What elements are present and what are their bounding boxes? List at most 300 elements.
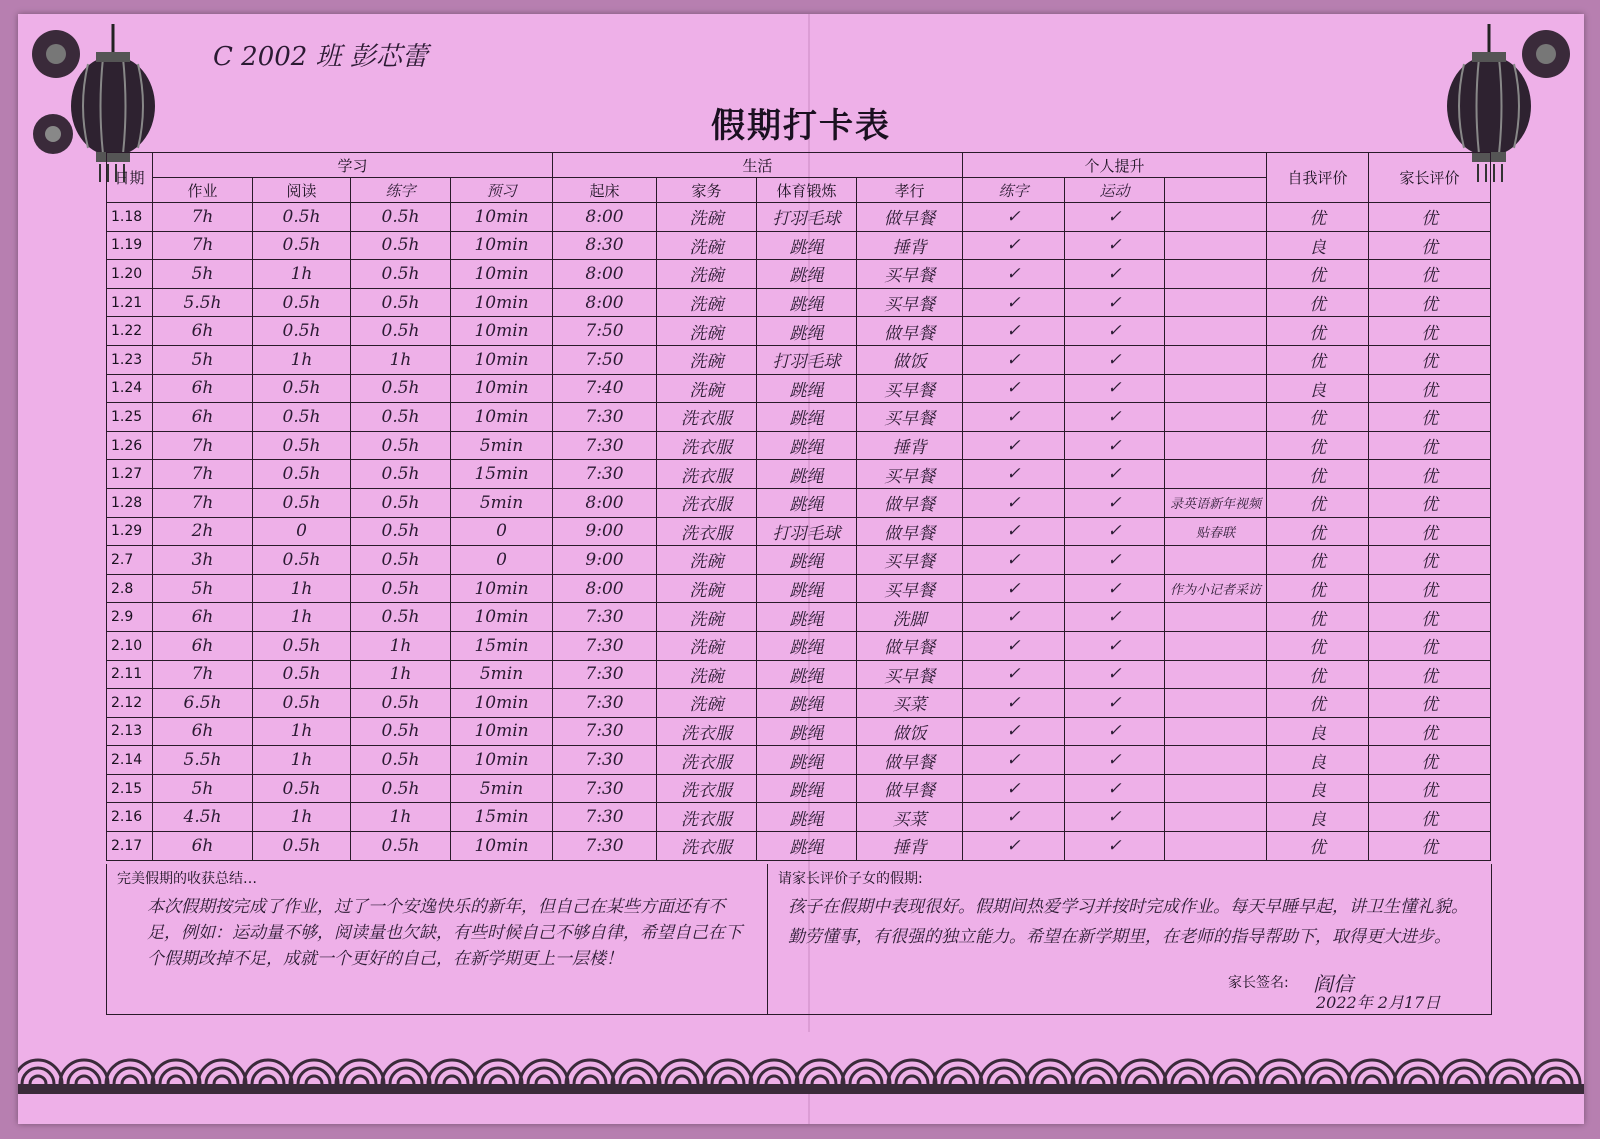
cell-self-eval: 优 xyxy=(1267,203,1369,232)
cell-exercise: 跳绳 xyxy=(757,317,857,346)
cell-p-writing: ✓ xyxy=(963,746,1065,775)
cell-writing: 0.5h xyxy=(351,203,451,232)
cell-writing: 0.5h xyxy=(351,431,451,460)
cell-self-eval: 优 xyxy=(1267,660,1369,689)
cell-exercise: 跳绳 xyxy=(757,260,857,289)
cell-self-eval: 良 xyxy=(1267,717,1369,746)
cell-p-sport: ✓ xyxy=(1065,374,1165,403)
header-personal-sport: 运动 xyxy=(1065,178,1165,203)
cell-date: 1.28 xyxy=(107,488,153,517)
cell-wake: 7:30 xyxy=(553,832,657,861)
cell-date: 2.7 xyxy=(107,546,153,575)
cell-reading: 0.5h xyxy=(253,203,351,232)
cell-exercise: 跳绳 xyxy=(757,631,857,660)
cell-reading: 1h xyxy=(253,746,351,775)
cell-p-extra: 贴春联 xyxy=(1165,517,1267,546)
table-row xyxy=(107,374,1491,403)
cell-p-sport: ✓ xyxy=(1065,546,1165,575)
cell-p-writing: ✓ xyxy=(963,832,1065,861)
cell-reading: 0.5h xyxy=(253,460,351,489)
cell-date: 2.15 xyxy=(107,774,153,803)
cell-homework: 5h xyxy=(153,345,253,374)
cell-preview: 0 xyxy=(451,546,553,575)
cell-p-extra xyxy=(1165,403,1267,432)
cell-preview: 10min xyxy=(451,746,553,775)
cell-p-extra xyxy=(1165,832,1267,861)
cell-p-writing: ✓ xyxy=(963,803,1065,832)
sign-label: 家长签名: xyxy=(1228,975,1289,991)
cell-homework: 7h xyxy=(153,488,253,517)
cell-exercise: 跳绳 xyxy=(757,603,857,632)
header-preview: 预习 xyxy=(451,178,553,203)
cell-p-sport: ✓ xyxy=(1065,460,1165,489)
cell-date: 2.11 xyxy=(107,660,153,689)
cell-date: 1.20 xyxy=(107,260,153,289)
cell-filial: 做早餐 xyxy=(857,746,963,775)
cell-preview: 15min xyxy=(451,803,553,832)
cell-chores: 洗衣服 xyxy=(657,832,757,861)
cell-exercise: 跳绳 xyxy=(757,403,857,432)
cell-preview: 5min xyxy=(451,660,553,689)
cell-reading: 0.5h xyxy=(253,374,351,403)
cell-wake: 7:30 xyxy=(553,403,657,432)
cell-wake: 7:30 xyxy=(553,746,657,775)
cell-p-writing: ✓ xyxy=(963,546,1065,575)
cell-preview: 15min xyxy=(451,631,553,660)
cell-parent-eval: 优 xyxy=(1369,603,1491,632)
cell-filial: 买早餐 xyxy=(857,260,963,289)
cell-reading: 0.5h xyxy=(253,317,351,346)
header-exercise: 体育锻炼 xyxy=(757,178,857,203)
cell-homework: 7h xyxy=(153,660,253,689)
cell-p-writing: ✓ xyxy=(963,574,1065,603)
table-row xyxy=(107,403,1491,432)
cell-preview: 0 xyxy=(451,517,553,546)
cell-homework: 4.5h xyxy=(153,803,253,832)
cell-p-sport: ✓ xyxy=(1065,431,1165,460)
cell-chores: 洗碗 xyxy=(657,374,757,403)
cell-chores: 洗碗 xyxy=(657,345,757,374)
cell-parent-eval: 优 xyxy=(1369,803,1491,832)
summary-section xyxy=(107,864,768,1014)
cell-writing: 1h xyxy=(351,345,451,374)
cell-wake: 8:00 xyxy=(553,488,657,517)
cell-writing: 0.5h xyxy=(351,231,451,260)
cell-filial: 做早餐 xyxy=(857,517,963,546)
table-row xyxy=(107,746,1491,775)
cell-exercise: 跳绳 xyxy=(757,288,857,317)
cell-writing: 0.5h xyxy=(351,746,451,775)
cell-date: 2.17 xyxy=(107,832,153,861)
cell-parent-eval: 优 xyxy=(1369,460,1491,489)
cell-p-writing: ✓ xyxy=(963,345,1065,374)
cell-self-eval: 优 xyxy=(1267,517,1369,546)
cell-reading: 1h xyxy=(253,803,351,832)
header-self-eval: 自我评价 xyxy=(1267,153,1369,203)
cell-homework: 5h xyxy=(153,774,253,803)
cell-self-eval: 良 xyxy=(1267,746,1369,775)
cell-preview: 10min xyxy=(451,717,553,746)
cell-filial: 做早餐 xyxy=(857,317,963,346)
cell-parent-eval: 优 xyxy=(1369,660,1491,689)
cell-homework: 6h xyxy=(153,317,253,346)
cell-p-extra: 录英语新年视频 xyxy=(1165,488,1267,517)
cell-parent-eval: 优 xyxy=(1369,403,1491,432)
cell-date: 2.9 xyxy=(107,603,153,632)
cell-p-extra xyxy=(1165,746,1267,775)
table-row xyxy=(107,431,1491,460)
table-row xyxy=(107,689,1491,718)
cell-exercise: 跳绳 xyxy=(757,660,857,689)
cell-p-writing: ✓ xyxy=(963,689,1065,718)
cell-writing: 1h xyxy=(351,803,451,832)
cell-writing: 0.5h xyxy=(351,374,451,403)
table-row xyxy=(107,603,1491,632)
cell-exercise: 跳绳 xyxy=(757,231,857,260)
cell-wake: 7:50 xyxy=(553,345,657,374)
cell-chores: 洗碗 xyxy=(657,689,757,718)
cell-date: 1.25 xyxy=(107,403,153,432)
cell-p-sport: ✓ xyxy=(1065,746,1165,775)
parent-section xyxy=(768,864,1491,1014)
group-study: 学习 xyxy=(153,153,553,178)
cell-p-sport: ✓ xyxy=(1065,231,1165,260)
cell-p-extra xyxy=(1165,431,1267,460)
cell-preview: 10min xyxy=(451,603,553,632)
cell-reading: 0.5h xyxy=(253,774,351,803)
cell-p-extra xyxy=(1165,603,1267,632)
cell-homework: 7h xyxy=(153,431,253,460)
table-row xyxy=(107,260,1491,289)
cell-filial: 买菜 xyxy=(857,689,963,718)
table-row xyxy=(107,317,1491,346)
cell-homework: 6h xyxy=(153,374,253,403)
cell-preview: 5min xyxy=(451,431,553,460)
cell-reading: 0.5h xyxy=(253,660,351,689)
cell-writing: 0.5h xyxy=(351,603,451,632)
cell-p-writing: ✓ xyxy=(963,717,1065,746)
cell-date: 2.8 xyxy=(107,574,153,603)
cell-wake: 8:00 xyxy=(553,203,657,232)
cell-self-eval: 优 xyxy=(1267,431,1369,460)
cell-p-writing: ✓ xyxy=(963,288,1065,317)
cell-date: 2.13 xyxy=(107,717,153,746)
header-parent-eval: 家长评价 xyxy=(1369,153,1491,203)
header-chores: 家务 xyxy=(657,178,757,203)
cell-parent-eval: 优 xyxy=(1369,746,1491,775)
cell-p-sport: ✓ xyxy=(1065,803,1165,832)
cell-filial: 买早餐 xyxy=(857,574,963,603)
cell-wake: 7:30 xyxy=(553,717,657,746)
cell-homework: 6h xyxy=(153,603,253,632)
cell-exercise: 打羽毛球 xyxy=(757,203,857,232)
header-date: 日期 xyxy=(107,153,153,203)
cell-p-writing: ✓ xyxy=(963,203,1065,232)
cell-p-extra: 作为小记者采访 xyxy=(1165,574,1267,603)
cell-chores: 洗碗 xyxy=(657,660,757,689)
cell-chores: 洗碗 xyxy=(657,231,757,260)
cell-date: 1.29 xyxy=(107,517,153,546)
header-filial: 孝行 xyxy=(857,178,963,203)
cell-preview: 10min xyxy=(451,689,553,718)
cell-exercise: 跳绳 xyxy=(757,803,857,832)
cell-filial: 做早餐 xyxy=(857,631,963,660)
cell-date: 2.16 xyxy=(107,803,153,832)
table-row xyxy=(107,488,1491,517)
summary-label: 完美假期的收获总结… xyxy=(117,871,257,887)
cell-writing: 0.5h xyxy=(351,317,451,346)
cell-p-sport: ✓ xyxy=(1065,660,1165,689)
table-row xyxy=(107,774,1491,803)
cell-parent-eval: 优 xyxy=(1369,345,1491,374)
cell-p-sport: ✓ xyxy=(1065,574,1165,603)
header-writing: 练字 xyxy=(351,178,451,203)
cell-p-writing: ✓ xyxy=(963,431,1065,460)
cell-filial: 买菜 xyxy=(857,803,963,832)
summary-text: 本次假期按完成了作业，过了一个安逸快乐的新年，但自己在某些方面还有不足，例如：运动量不够，阅读量也欠缺，有些时候自己不够自律，希望自己在下个假期改掉不足，成就一个更好的自己，在新学期更上一层楼！ xyxy=(147,897,742,969)
cell-self-eval: 优 xyxy=(1267,288,1369,317)
cell-parent-eval: 优 xyxy=(1369,717,1491,746)
cell-self-eval: 优 xyxy=(1267,574,1369,603)
cell-writing: 1h xyxy=(351,631,451,660)
cell-homework: 5h xyxy=(153,260,253,289)
cell-p-writing: ✓ xyxy=(963,374,1065,403)
cell-self-eval: 良 xyxy=(1267,231,1369,260)
cell-preview: 10min xyxy=(451,288,553,317)
cell-homework: 7h xyxy=(153,203,253,232)
cell-p-writing: ✓ xyxy=(963,317,1065,346)
cell-homework: 7h xyxy=(153,460,253,489)
cell-homework: 5.5h xyxy=(153,288,253,317)
table-row xyxy=(107,631,1491,660)
cell-writing: 0.5h xyxy=(351,288,451,317)
cell-writing: 0.5h xyxy=(351,488,451,517)
cell-p-extra xyxy=(1165,660,1267,689)
cell-homework: 6.5h xyxy=(153,689,253,718)
cell-p-sport: ✓ xyxy=(1065,832,1165,861)
cell-self-eval: 优 xyxy=(1267,403,1369,432)
cell-chores: 洗衣服 xyxy=(657,774,757,803)
table-row xyxy=(107,803,1491,832)
cell-self-eval: 优 xyxy=(1267,488,1369,517)
cell-p-sport: ✓ xyxy=(1065,345,1165,374)
header-personal-writing: 练字 xyxy=(963,178,1065,203)
cell-chores: 洗衣服 xyxy=(657,517,757,546)
cell-p-extra xyxy=(1165,288,1267,317)
cell-wake: 7:30 xyxy=(553,603,657,632)
cell-reading: 1h xyxy=(253,603,351,632)
cell-parent-eval: 优 xyxy=(1369,774,1491,803)
cell-p-extra xyxy=(1165,631,1267,660)
cell-self-eval: 优 xyxy=(1267,689,1369,718)
cell-preview: 5min xyxy=(451,488,553,517)
cell-preview: 10min xyxy=(451,345,553,374)
cell-p-extra xyxy=(1165,317,1267,346)
cell-preview: 10min xyxy=(451,231,553,260)
cell-wake: 9:00 xyxy=(553,517,657,546)
table-row xyxy=(107,288,1491,317)
group-life: 生活 xyxy=(553,153,963,178)
cell-wake: 8:00 xyxy=(553,574,657,603)
cell-p-extra xyxy=(1165,231,1267,260)
cell-reading: 0.5h xyxy=(253,832,351,861)
comments-section xyxy=(106,864,1492,1015)
cell-self-eval: 优 xyxy=(1267,317,1369,346)
table-row xyxy=(107,832,1491,861)
cell-p-sport: ✓ xyxy=(1065,717,1165,746)
cell-writing: 0.5h xyxy=(351,689,451,718)
cell-filial: 买早餐 xyxy=(857,403,963,432)
cell-writing: 0.5h xyxy=(351,546,451,575)
cell-self-eval: 优 xyxy=(1267,546,1369,575)
cell-reading: 1h xyxy=(253,345,351,374)
cell-p-extra xyxy=(1165,717,1267,746)
cell-homework: 6h xyxy=(153,403,253,432)
cell-reading: 0.5h xyxy=(253,288,351,317)
cell-date: 1.26 xyxy=(107,431,153,460)
cell-chores: 洗碗 xyxy=(657,317,757,346)
cell-date: 1.18 xyxy=(107,203,153,232)
cell-reading: 1h xyxy=(253,260,351,289)
cell-chores: 洗衣服 xyxy=(657,746,757,775)
sign-date: 2022年 2月17日 xyxy=(1316,993,1441,1012)
cell-filial: 做早餐 xyxy=(857,774,963,803)
cell-self-eval: 优 xyxy=(1267,832,1369,861)
cell-reading: 0.5h xyxy=(253,546,351,575)
cell-reading: 0.5h xyxy=(253,403,351,432)
cell-wake: 8:30 xyxy=(553,231,657,260)
cell-wake: 7:30 xyxy=(553,631,657,660)
cell-chores: 洗衣服 xyxy=(657,403,757,432)
cell-exercise: 打羽毛球 xyxy=(757,517,857,546)
cell-parent-eval: 优 xyxy=(1369,631,1491,660)
table-body xyxy=(107,203,1491,861)
cell-p-writing: ✓ xyxy=(963,660,1065,689)
cell-self-eval: 良 xyxy=(1267,774,1369,803)
cell-reading: 1h xyxy=(253,717,351,746)
cell-writing: 0.5h xyxy=(351,460,451,489)
wave-border-decoration xyxy=(18,1032,1584,1094)
table-row xyxy=(107,203,1491,232)
cell-reading: 0.5h xyxy=(253,488,351,517)
cell-preview: 5min xyxy=(451,774,553,803)
cell-homework: 3h xyxy=(153,546,253,575)
table-row xyxy=(107,517,1491,546)
class-and-name: C 2002 班 彭芯蕾 xyxy=(213,42,428,72)
cell-wake: 7:30 xyxy=(553,431,657,460)
cell-filial: 捶背 xyxy=(857,231,963,260)
cell-p-writing: ✓ xyxy=(963,260,1065,289)
cell-date: 1.22 xyxy=(107,317,153,346)
cell-p-extra xyxy=(1165,203,1267,232)
cell-parent-eval: 优 xyxy=(1369,689,1491,718)
cell-self-eval: 良 xyxy=(1267,803,1369,832)
cell-self-eval: 优 xyxy=(1267,603,1369,632)
cell-chores: 洗碗 xyxy=(657,603,757,632)
cell-p-sport: ✓ xyxy=(1065,317,1165,346)
cell-chores: 洗衣服 xyxy=(657,431,757,460)
cell-chores: 洗衣服 xyxy=(657,460,757,489)
cell-parent-eval: 优 xyxy=(1369,832,1491,861)
cell-p-writing: ✓ xyxy=(963,774,1065,803)
cell-filial: 买早餐 xyxy=(857,546,963,575)
cell-wake: 8:00 xyxy=(553,260,657,289)
cell-homework: 7h xyxy=(153,231,253,260)
cell-parent-eval: 优 xyxy=(1369,288,1491,317)
checkin-sheet xyxy=(18,14,1584,1124)
cell-wake: 7:30 xyxy=(553,803,657,832)
parent-signature: 阎信 xyxy=(1313,972,1353,996)
parent-label: 请家长评价子女的假期: xyxy=(778,871,923,887)
cell-p-writing: ✓ xyxy=(963,603,1065,632)
table-row xyxy=(107,345,1491,374)
cell-date: 1.27 xyxy=(107,460,153,489)
cell-exercise: 跳绳 xyxy=(757,546,857,575)
cell-exercise: 跳绳 xyxy=(757,374,857,403)
cell-chores: 洗碗 xyxy=(657,574,757,603)
header-wake: 起床 xyxy=(553,178,657,203)
cell-filial: 买早餐 xyxy=(857,460,963,489)
table-row xyxy=(107,546,1491,575)
cell-reading: 0.5h xyxy=(253,689,351,718)
cell-date: 1.21 xyxy=(107,288,153,317)
cell-writing: 0.5h xyxy=(351,832,451,861)
cell-parent-eval: 优 xyxy=(1369,431,1491,460)
cell-filial: 做早餐 xyxy=(857,488,963,517)
cell-chores: 洗衣服 xyxy=(657,803,757,832)
cell-preview: 10min xyxy=(451,260,553,289)
cell-p-sport: ✓ xyxy=(1065,288,1165,317)
cell-exercise: 跳绳 xyxy=(757,832,857,861)
cell-preview: 10min xyxy=(451,317,553,346)
cell-parent-eval: 优 xyxy=(1369,374,1491,403)
cell-preview: 10min xyxy=(451,374,553,403)
cell-preview: 10min xyxy=(451,832,553,861)
cell-chores: 洗衣服 xyxy=(657,717,757,746)
cell-p-sport: ✓ xyxy=(1065,689,1165,718)
cell-p-sport: ✓ xyxy=(1065,631,1165,660)
cell-exercise: 打羽毛球 xyxy=(757,345,857,374)
table-row xyxy=(107,574,1491,603)
cell-filial: 捶背 xyxy=(857,832,963,861)
table-row xyxy=(107,460,1491,489)
cell-preview: 15min xyxy=(451,460,553,489)
cell-p-extra xyxy=(1165,374,1267,403)
header-homework: 作业 xyxy=(153,178,253,203)
cell-p-sport: ✓ xyxy=(1065,260,1165,289)
cell-writing: 0.5h xyxy=(351,774,451,803)
cell-homework: 6h xyxy=(153,832,253,861)
page-title: 假期打卡表 xyxy=(711,106,891,146)
cell-writing: 0.5h xyxy=(351,260,451,289)
cell-self-eval: 良 xyxy=(1267,374,1369,403)
cell-p-extra xyxy=(1165,689,1267,718)
cell-parent-eval: 优 xyxy=(1369,260,1491,289)
cell-p-sport: ✓ xyxy=(1065,603,1165,632)
cell-preview: 10min xyxy=(451,203,553,232)
checkin-table xyxy=(106,152,1491,861)
cell-filial: 做早餐 xyxy=(857,203,963,232)
cell-self-eval: 优 xyxy=(1267,260,1369,289)
parent-comment-text: 孩子在假期中表现很好。假期间热爱学习并按时完成作业。每天早睡早起，讲卫生懂礼貌。勤劳懂事，有很强的独立能力。希望在新学期里，在老师的指导帮助下，取得更大进步。 xyxy=(788,897,1468,947)
cell-preview: 10min xyxy=(451,403,553,432)
cell-filial: 做饭 xyxy=(857,345,963,374)
cell-reading: 0.5h xyxy=(253,431,351,460)
cell-homework: 5h xyxy=(153,574,253,603)
cell-filial: 做饭 xyxy=(857,717,963,746)
cell-exercise: 跳绳 xyxy=(757,488,857,517)
cell-exercise: 跳绳 xyxy=(757,689,857,718)
